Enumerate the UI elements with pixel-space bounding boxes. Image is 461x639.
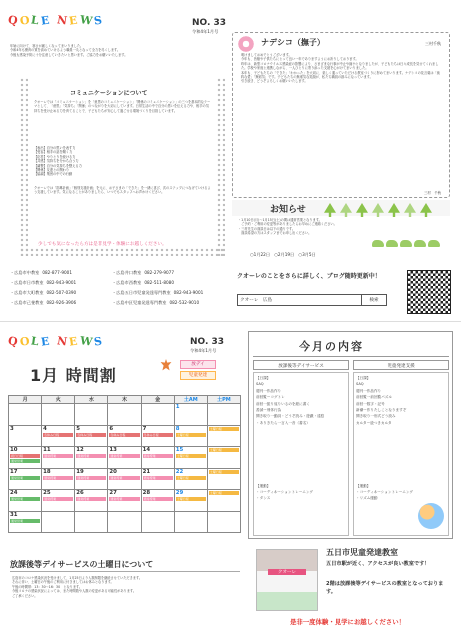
calendar-date-number: 29 xyxy=(175,490,184,496)
office-row xyxy=(112,278,227,288)
calendar-date-number: 24 xyxy=(10,490,18,496)
communication-box xyxy=(20,78,225,256)
itsukaichi-cta: 是非一度体験・見学にお越しください！ xyxy=(290,618,406,626)
search-input[interactable]: クオーレ 広島 xyxy=(238,295,362,305)
visit-note: 少しでも気になったら方は是非見学・体験にお越しください。 xyxy=(38,242,167,247)
calendar-day-cell xyxy=(42,447,75,469)
calendar-schedule-tag: 土曜日程 xyxy=(209,427,239,431)
calendar-schedule-tag: 土曜日程 xyxy=(176,497,206,501)
calendar-day-cell xyxy=(42,404,75,426)
monthly-title-underline xyxy=(253,356,449,357)
calendar-schedule-tag: 土曜日程 xyxy=(209,491,239,495)
calendar-date-number: 15 xyxy=(175,447,184,453)
calendar-schedule-tag: 通常授業 xyxy=(76,497,106,501)
tree-icon xyxy=(340,203,352,217)
ornament-frame-right xyxy=(217,78,225,256)
ornament-frame-bottom xyxy=(20,248,225,256)
calendar-schedule-tag: 通常営業 xyxy=(10,519,40,523)
tree-icon xyxy=(404,203,416,217)
calendar-date-number: 28 xyxy=(142,490,151,496)
calendar-day-cell xyxy=(141,468,174,490)
calendar-schedule-tag: 通常授業 xyxy=(143,454,173,458)
calendar-day-cell xyxy=(207,511,240,533)
column-box xyxy=(232,32,450,198)
calendar-day-cell xyxy=(141,490,174,512)
calendar-day-cell xyxy=(75,447,108,469)
newsletter-page-bottom xyxy=(0,323,461,639)
wordmark-letter: W xyxy=(78,334,95,349)
office-phone[interactable]: 082-507-0390 xyxy=(46,290,77,295)
office-row xyxy=(112,288,227,298)
office-row xyxy=(10,288,110,298)
monthly-column-jidou xyxy=(353,372,449,536)
news-title: お知らせ xyxy=(270,205,306,215)
calendar-date-number: 12 xyxy=(76,447,84,453)
wordmark-letter: O xyxy=(18,334,33,349)
calendar-day-cell xyxy=(174,511,207,533)
calendar-day-cell xyxy=(174,468,207,490)
maple-leaf-icon xyxy=(160,359,172,371)
dinosaur-decoration xyxy=(372,240,450,250)
dinosaur-icon xyxy=(400,240,412,247)
office-name: ・広島中区児童発達専門教室 xyxy=(112,300,167,305)
issue-date-bottom: 令和4年1月号 xyxy=(190,348,217,353)
legend-houday: 放デイ xyxy=(180,360,216,369)
blog-section xyxy=(237,272,405,316)
calendar-schedule-tag: 冬休み日程 xyxy=(143,433,173,437)
wordmark-letter: Q xyxy=(7,334,21,349)
calendar-schedule-tag: 通常授業 xyxy=(143,476,173,480)
office-list-left xyxy=(10,268,110,308)
calendar-date-number: 11 xyxy=(43,447,51,453)
search-button[interactable]: 検索 xyxy=(369,298,379,303)
wordmark-letter: W xyxy=(78,13,95,28)
calendar-date-number: 18 xyxy=(43,468,51,475)
communication-footer: クオーレでは「指導計画」「個別支援計画」を元に、お子さまの「できた」を一緒に喜び、次のステップにつなげていけるよう支援しています。気になることがありましたら、いつでもスタッフへお声かけください。 xyxy=(34,186,211,195)
calendar-date-number: 26 xyxy=(76,490,84,496)
saturday-body: 広島市のコロナ感染状況を受けまして、1月25日より入数制限を継続させていただきます。 それに伴い、土曜日の午後のご利用に付きましてはお休みとなります。 午後の時間帯：13：30〜16：30 となります。 今後コロナの感染状況によっては、また時間数や人数の変更がある可能性があります。 ご了承ください。 xyxy=(12,576,143,598)
jidou-exercise: 【運動】 ・コーディネーショントレーニング ・リズム運動 xyxy=(356,484,413,500)
calendar-date-number: 25 xyxy=(43,490,51,496)
calendar-date-number: 31 xyxy=(10,511,18,518)
wordmark-letter: E xyxy=(68,13,81,28)
calendar-schedule-tag: 通常営業 xyxy=(10,476,40,480)
communication-list: 【表出】自分の思いを表す力 【受容】相手の話を聞く力 【応答】やりとりを続ける力 【共感】気持ちを分かち合う力 【調整】自分の気持ちを整える力 【関係】友達との関わり 【協調】集団の中での行動 xyxy=(34,146,82,177)
calendar-day-cell xyxy=(108,468,141,490)
office-phone[interactable]: 082-279-9077 xyxy=(144,270,174,275)
calendar-schedule-tag: 通常授業 xyxy=(76,476,106,480)
calendar-schedule-tag: 冬休み日程 xyxy=(109,433,139,437)
news-box xyxy=(232,200,450,268)
calendar-day-cell xyxy=(75,425,108,447)
calendar-day-cell xyxy=(9,490,42,512)
calendar-schedule-tag: 通常授業 xyxy=(76,454,106,458)
calendar-day-cell xyxy=(9,404,42,426)
intro-text: 年始に向けて、寒さが厳しくなってまいりました。 令和4年も療育の質を高めていけるよう職員一丸となって全力を尽くします。 今後も感染予防に十分注意していきたいと思います。ご協力をお願いいたします。 xyxy=(10,44,128,57)
houday-exercise: 【運動】 ・コーディネーショントレーニング ・ダンス xyxy=(256,484,313,500)
calendar-week-row xyxy=(9,468,241,490)
tree-icon xyxy=(420,203,432,217)
page-divider xyxy=(0,321,461,322)
communication-body: クオーレでは「コミュニケーション」を「意思のコミュニケーション」「関係のコミュニケーション」の三つを基本的なテーマとして、「意思」「気持ち」「関係」のつながりを大切にしています。日常生活の中で自分の思いを伝える力や、相手の気持ちを受け止める力を育てることで、子どもたちが安心して過ごせる環境づくりを目指しています。 xyxy=(34,100,211,113)
dinosaur-icon xyxy=(372,240,384,247)
newsletter-wordmark-bottom xyxy=(8,335,104,348)
calendar-schedule-tag: 冬休み日程 xyxy=(43,433,73,437)
calendar-day-cell xyxy=(141,447,174,469)
column-signature: 三村 千秋 xyxy=(424,191,441,195)
calendar-day-cell xyxy=(108,490,141,512)
office-name: ・広島市己斐教室 xyxy=(10,300,44,305)
issue-number: NO. 33 令和4年1月号 xyxy=(192,18,227,34)
office-row xyxy=(10,268,110,278)
calendar-day-header: 木 xyxy=(108,396,141,404)
office-row xyxy=(112,268,227,278)
column-author: 三村千秋 xyxy=(425,41,441,46)
classroom-photo xyxy=(256,549,318,611)
office-phone[interactable]: 082-926-3906 xyxy=(46,300,77,305)
ornament-frame-left xyxy=(20,78,28,256)
issue-date: 令和4年1月号 xyxy=(192,29,219,34)
calendar-schedule-tag: 通常授業 xyxy=(43,454,73,458)
calendar-day-cell xyxy=(174,404,207,426)
wordmark-letter: Q xyxy=(7,13,21,28)
calendar-week-row xyxy=(9,425,241,447)
dinosaur-icon xyxy=(414,240,426,247)
news-dates: ○1月22日 ○2月19日 ○3月5日 xyxy=(250,252,316,257)
calendar-day-header: 金 xyxy=(141,396,174,404)
calendar-week-row xyxy=(9,404,241,426)
dinosaur-icon xyxy=(428,240,440,247)
calendar-header-row xyxy=(9,396,241,404)
news-body: ・1月10日(月)〜1月15日(土)の間は通常営業となります。 ご予約・ご利用の変更等がありましたらお早めにご連絡ください。 ・三村先生の面談日は以下の通りです。 面談希望の方はスタッフまでお申し出ください。 xyxy=(238,218,337,236)
calendar-schedule-tag: 冬休み日程 xyxy=(76,433,106,437)
tree-icon xyxy=(356,203,368,217)
calendar-day-cell xyxy=(75,490,108,512)
calendar-date-number: 17 xyxy=(10,468,18,475)
wordmark-letter: S xyxy=(93,334,105,349)
calendar-schedule-tag: 土曜日程 xyxy=(176,476,206,480)
saturday-divider xyxy=(10,571,240,572)
calendar-day-cell xyxy=(174,425,207,447)
calendar-date-number: 4 xyxy=(43,425,47,432)
calendar-schedule-tag: 通常営業 xyxy=(10,459,40,463)
wordmark-letter: S xyxy=(93,13,105,28)
office-list xyxy=(10,268,225,314)
calendar-date-number: 13 xyxy=(109,447,117,453)
itsukaichi-body-2: 2階は放課後等デイサービスの教室となっております。 xyxy=(326,581,444,595)
wordmark-letter: N xyxy=(56,13,71,28)
column-title: ナデシコ（撫子） xyxy=(261,38,325,47)
column-header-jidou: 児童発達支援 xyxy=(353,360,449,370)
calendar-day-cell xyxy=(42,425,75,447)
classroom-sign: クオーレ xyxy=(268,569,306,575)
calendar-day-header: 火 xyxy=(42,396,75,404)
calendar-date-number: 6 xyxy=(109,425,114,432)
communication-title: コミュニケーションについて xyxy=(70,90,148,97)
calendar-day-header: 土PM xyxy=(207,396,240,404)
office-name: ・広島五日市児童発達専門教室 xyxy=(112,290,171,295)
jidou-schedule: 【日課】 SAQ 週刊一作品作り 前回覧一前回覧パズル 前回一数字・記号 新潮ー作りたしことなりますぞ 開き取り一形式どう読み カルター絵つきカルタ xyxy=(356,376,407,425)
calendar-day-cell xyxy=(141,425,174,447)
calendar-week-row xyxy=(9,447,241,469)
calendar-date-number: 27 xyxy=(109,490,117,496)
calendar-title: 1月 時間割 xyxy=(30,366,117,385)
calendar-day-header: 土AM xyxy=(174,396,207,404)
wordmark-letter: N xyxy=(56,334,71,349)
calendar-day-cell xyxy=(75,404,108,426)
calendar-day-header: 水 xyxy=(75,396,108,404)
office-phone[interactable]: 082-532-9010 xyxy=(169,300,200,305)
calendar-day-cell xyxy=(42,511,75,533)
calendar-day-cell xyxy=(141,511,174,533)
calendar-week-row xyxy=(9,511,241,533)
office-phone[interactable]: 082-943-9001 xyxy=(46,280,77,285)
calendar-date-number: 7 xyxy=(142,425,147,432)
calendar-schedule-tag: 祝日日程 xyxy=(10,454,40,458)
calendar-schedule-tag: 通常営業 xyxy=(10,497,40,501)
calendar-day-cell xyxy=(174,490,207,512)
wordmark-letter: O xyxy=(18,13,33,28)
newsletter-wordmark xyxy=(8,14,104,27)
calendar-table xyxy=(8,395,241,533)
office-phone[interactable]: 082-877-9001 xyxy=(42,270,72,275)
calendar-day-cell xyxy=(75,468,108,490)
calendar-date-number: 19 xyxy=(76,468,84,475)
calendar-date-number: 10 xyxy=(10,447,18,453)
office-name: ・広島井口教室 xyxy=(112,270,142,275)
office-row xyxy=(112,298,227,308)
calendar-day-cell xyxy=(9,468,42,490)
calendar-date-number: 3 xyxy=(10,425,14,432)
calendar-schedule-tag: 通常授業 xyxy=(109,476,139,480)
wordmark-letter: E xyxy=(40,13,53,28)
calendar-day-cell xyxy=(108,511,141,533)
column-body: 明けましておめでとうございます。 今年も、皆様や子供たちにとって良い一年でありますようにお祈りしております。 昨年は、新型コロナウイルス感染症の影響により、さまざまな行事が中止や縮小となりましたが、子どもたちは日々成長を見せてくれました。学校や家庭と連携しながら、一人ひとりに寄り添った支援を心がけてまいりました。 本年も、子どもたちの「できた」「わかった」を大切に、楽しく通っていただける教室づくりに努めてまいります。ナデシコの花言葉は「純粋な愛」「無邪気」です。子どもたちの無邪気な笑顔が、私たち職員の励みになっています。 引き続き、どうぞよろしくお願いいたします。 xyxy=(241,53,440,84)
monthly-column-houday xyxy=(253,372,349,536)
houday-schedule: 【日課】 SAQ 週刊一作品作り 前回覧ーコグトレ 前回一振り返りいるのを経に書く 善誠ー刑体行為 開き取り一動詞・どうぞ読み・遊戯・遠悠 ・ありきたら一言入一音（書名） xyxy=(256,376,325,425)
calendar-date-number: 20 xyxy=(109,468,117,475)
office-name: ・広島市西教室 xyxy=(112,280,142,285)
office-row xyxy=(10,298,110,308)
office-list-right xyxy=(112,268,227,308)
calendar-day-cell xyxy=(207,468,240,490)
calendar-day-cell xyxy=(207,447,240,469)
office-name: ・広島市中教室 xyxy=(10,270,40,275)
wordmark-letter: E xyxy=(68,334,81,349)
wordmark-letter: L xyxy=(30,13,42,28)
legend-jidou: 児童発達 xyxy=(180,371,216,380)
calendar-schedule-tag: 通常授業 xyxy=(109,497,139,501)
office-name: ・広島市日市教室 xyxy=(10,280,44,285)
calendar-day-cell xyxy=(174,447,207,469)
issue-number-bottom: NO. 33 令和4年1月号 xyxy=(190,337,225,353)
wordmark-letter: L xyxy=(30,334,42,349)
tree-icon xyxy=(372,203,384,217)
calendar-schedule-tag: 通常授業 xyxy=(109,454,139,458)
calendar-schedule-tag: 土曜日程 xyxy=(209,470,239,474)
office-phone[interactable]: 082-511-8080 xyxy=(144,280,174,285)
calendar-day-cell xyxy=(108,404,141,426)
calendar-date-number: 8 xyxy=(175,425,180,432)
calendar-schedule-tag: 通常授業 xyxy=(43,476,73,480)
tree-icon xyxy=(324,203,336,217)
calendar-day-header: 月 xyxy=(9,396,42,404)
calendar-day-cell xyxy=(108,425,141,447)
monthly-title: 今月の内容 xyxy=(299,340,364,353)
calendar-schedule-tag: 通常授業 xyxy=(143,497,173,501)
calendar-date-number: 21 xyxy=(142,468,151,475)
calendar-date-number: 14 xyxy=(142,447,151,453)
calendar-day-cell xyxy=(42,490,75,512)
calendar-date-number: 5 xyxy=(76,425,81,432)
calendar-day-cell xyxy=(9,425,42,447)
calendar-day-cell xyxy=(108,447,141,469)
saturday-title: 放課後等デイサービスの土曜日について xyxy=(10,560,154,569)
calendar-date-number: 22 xyxy=(175,468,184,475)
calendar-schedule-tag: 通常授業 xyxy=(43,497,73,501)
calendar-day-cell xyxy=(42,468,75,490)
wordmark-letter: E xyxy=(40,334,53,349)
itsukaichi-body-1: 五日市駅が近く、アクセスが良い教室です！ xyxy=(326,561,430,567)
flower-icon xyxy=(237,35,255,53)
search-bar xyxy=(237,294,387,306)
itsukaichi-title: 五日市児童発達教室 xyxy=(326,548,398,557)
qr-code xyxy=(407,270,451,314)
calendar-week-row xyxy=(9,490,241,512)
calendar-date-number: 1 xyxy=(175,404,180,410)
calendar-day-cell xyxy=(207,404,240,426)
calendar-day-cell xyxy=(75,511,108,533)
office-row xyxy=(10,278,110,288)
itsukaichi-box xyxy=(256,545,454,631)
children-illustration xyxy=(418,503,444,529)
dinosaur-icon xyxy=(386,240,398,247)
calendar-schedule-tag: 土曜日程 xyxy=(176,454,206,458)
tree-icon xyxy=(388,203,400,217)
office-phone[interactable]: 082-943-9001 xyxy=(173,290,204,295)
blog-text: クオーレのことをさらに詳しく、ブログ随時更新中！ xyxy=(237,273,381,280)
calendar-day-cell xyxy=(207,425,240,447)
calendar-day-cell xyxy=(141,404,174,426)
column-header-houday: 放課後等デイサービス xyxy=(253,360,349,370)
tree-decoration xyxy=(324,203,448,217)
calendar-day-cell xyxy=(9,511,42,533)
monthly-box xyxy=(248,331,453,539)
calendar-day-cell xyxy=(9,447,42,469)
calendar-schedule-tag: 土曜日程 xyxy=(176,433,206,437)
office-name: ・広島市大町教室 xyxy=(10,290,44,295)
calendar-schedule-tag: 土曜日程 xyxy=(209,448,239,452)
calendar-day-cell xyxy=(207,490,240,512)
